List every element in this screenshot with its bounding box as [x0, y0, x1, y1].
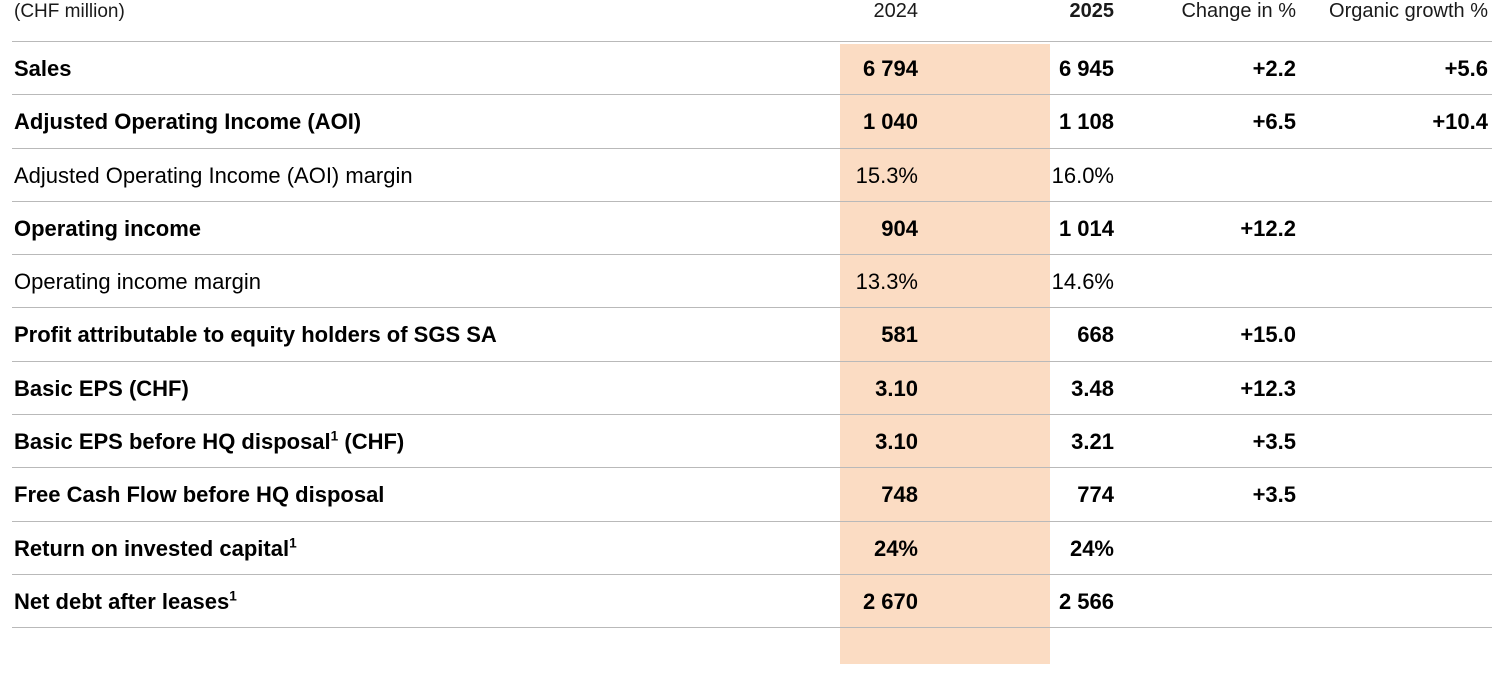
value-2025: 668 — [922, 308, 1134, 361]
row-label: Profit attributable to equity holders of SGS SA — [12, 308, 762, 361]
table-row — [12, 574, 1492, 627]
row-label: Free Cash Flow before HQ disposal — [12, 468, 762, 521]
value-change-pct — [1134, 521, 1314, 574]
value-2024: 15.3% — [762, 148, 922, 201]
value-change-pct: +15.0 — [1134, 308, 1314, 361]
value-2024: 6 794 — [762, 42, 922, 95]
value-change-pct — [1134, 255, 1314, 308]
value-2025: 16.0% — [922, 148, 1134, 201]
value-change-pct: +2.2 — [1134, 42, 1314, 95]
table-row — [12, 42, 1492, 95]
table-row — [12, 255, 1492, 308]
row-label: Return on invested capital$^1$ — [12, 521, 762, 574]
table-body — [12, 42, 1492, 628]
value-organic-growth-pct: +5.6 — [1314, 42, 1492, 95]
value-organic-growth-pct — [1314, 521, 1492, 574]
value-change-pct: +3.5 — [1134, 468, 1314, 521]
value-change-pct — [1134, 148, 1314, 201]
table-row — [12, 521, 1492, 574]
column-header-change: Change in % — [1181, 0, 1296, 22]
value-2024: 581 — [762, 308, 922, 361]
column-header-organic-growth: Organic growth % — [1329, 0, 1488, 22]
row-label: Operating income margin — [12, 255, 762, 308]
value-change-pct: +6.5 — [1134, 95, 1314, 148]
column-header-2025: 2025 — [1069, 0, 1114, 22]
value-2025: 3.21 — [922, 415, 1134, 468]
row-label: Sales — [12, 42, 762, 95]
value-2025: 24% — [922, 521, 1134, 574]
value-2024: 3.10 — [762, 415, 922, 468]
value-2024: 2 670 — [762, 574, 922, 627]
financial-highlights-table — [12, 0, 1492, 628]
table-row — [12, 468, 1492, 521]
column-header-2024: 2024 — [873, 0, 918, 22]
table-row — [12, 95, 1492, 148]
value-2024: 748 — [762, 468, 922, 521]
row-label: Adjusted Operating Income (AOI) — [12, 95, 762, 148]
value-2025: 14.6% — [922, 255, 1134, 308]
value-2024: 904 — [762, 201, 922, 254]
row-label: Net debt after leases$^1$ — [12, 574, 762, 627]
value-2024: 1 040 — [762, 95, 922, 148]
value-organic-growth-pct — [1314, 255, 1492, 308]
value-organic-growth-pct — [1314, 308, 1492, 361]
value-2024: 3.10 — [762, 361, 922, 414]
footnote-marker: 1 — [330, 428, 339, 444]
table-row — [12, 201, 1492, 254]
value-organic-growth-pct — [1314, 415, 1492, 468]
value-2024: 13.3% — [762, 255, 922, 308]
table-row — [12, 308, 1492, 361]
value-change-pct: +3.5 — [1134, 415, 1314, 468]
value-2025: 6 945 — [922, 42, 1134, 95]
value-organic-growth-pct — [1314, 201, 1492, 254]
row-label: Basic EPS before HQ disposal$^1$ (CHF) — [12, 415, 762, 468]
value-2025: 1 108 — [922, 95, 1134, 148]
row-label: Basic EPS (CHF) — [12, 361, 762, 414]
table-row — [12, 148, 1492, 201]
value-organic-growth-pct: +10.4 — [1314, 95, 1492, 148]
table-row — [12, 361, 1492, 414]
value-2024: 24% — [762, 521, 922, 574]
unit-label: (CHF million) — [14, 1, 125, 22]
table-header — [12, 0, 1492, 42]
value-change-pct: +12.3 — [1134, 361, 1314, 414]
value-2025: 2 566 — [922, 574, 1134, 627]
value-organic-growth-pct — [1314, 148, 1492, 201]
table-header-row — [12, 0, 1492, 42]
value-2025: 3.48 — [922, 361, 1134, 414]
footnote-marker: 1 — [229, 588, 237, 604]
value-2025: 774 — [922, 468, 1134, 521]
row-label: Adjusted Operating Income (AOI) margin — [12, 148, 762, 201]
value-organic-growth-pct — [1314, 574, 1492, 627]
value-organic-growth-pct — [1314, 361, 1492, 414]
row-label: Operating income — [12, 201, 762, 254]
table-row — [12, 415, 1492, 468]
footnote-marker: 1 — [289, 535, 297, 551]
value-change-pct — [1134, 574, 1314, 627]
value-organic-growth-pct — [1314, 468, 1492, 521]
value-change-pct: +12.2 — [1134, 201, 1314, 254]
value-2025: 1 014 — [922, 201, 1134, 254]
